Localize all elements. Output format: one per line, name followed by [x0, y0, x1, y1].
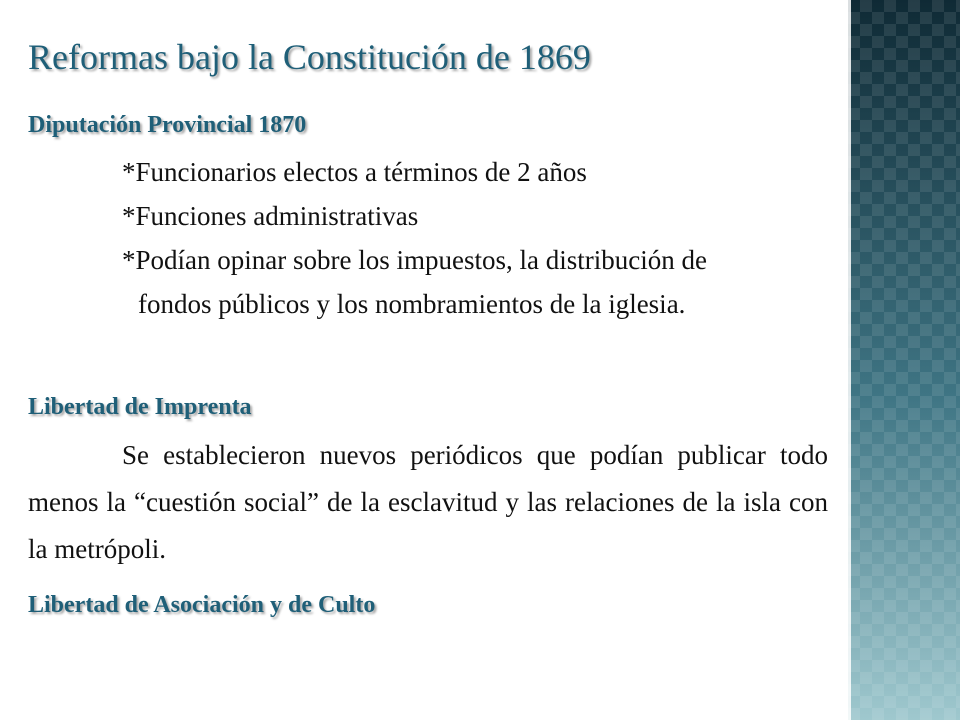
bullet-item: *Funcionarios electos a términos de 2 años: [122, 157, 587, 187]
decorative-side-panel: [848, 0, 960, 720]
slide-title: Reformas bajo la Constitución de 1869: [28, 37, 591, 77]
section-paragraph-imprenta: Se establecieron nuevos periódicos que podían publicar todo menos la “cuestión social” de la esclavitud y las relaciones de la isla con la metrópoli.: [28, 440, 828, 564]
bullet-item: *Podían opinar sobre los impuestos, la distribución de fondos públicos y los nombramientos de la iglesia.: [122, 245, 707, 319]
section-heading-asociacion: Libertad de Asociación y de Culto: [28, 592, 376, 618]
section-heading-imprenta: Libertad de Imprenta: [28, 394, 252, 420]
bullet-list: [122, 150, 822, 326]
bullet-item: *Funciones administrativas: [122, 201, 419, 231]
section-heading-diputacion: Diputación Provincial 1870: [28, 112, 307, 138]
